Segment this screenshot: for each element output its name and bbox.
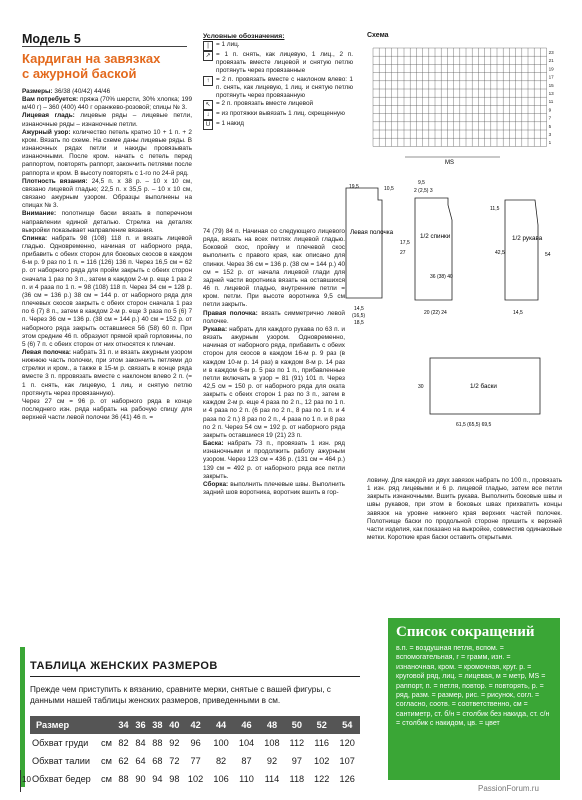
chart-row-number: 17	[548, 74, 554, 80]
divider	[30, 676, 360, 677]
title-line-1: Кардиган на завязках	[22, 51, 161, 66]
dim-sleeve-bottom: 14,5	[513, 310, 523, 316]
instructions-column-2	[203, 228, 345, 497]
dim-baska-w: 61,5 (65,5) 69,5	[456, 422, 492, 428]
chart-row-number: 9	[548, 107, 552, 113]
legend-item: ↖ = 2 п. провязать вместе лицевой	[203, 100, 353, 110]
yarn-over-symbol-icon: U	[203, 120, 213, 130]
paragraph-materials: Вам потребуется: пряжа (70% шерсти, 30% хлопка; 199 м/40 г) – 360 (400) 440 г оранжево-розовой; спицы № 3.	[22, 96, 192, 112]
dim-sleeve-54: 54	[545, 252, 551, 258]
chart-row-number: 23	[548, 50, 554, 55]
chart-row-number: 3	[548, 132, 552, 137]
table-row: Обхват груди см 82 84 88 92 96 100 104 108 112 116 120	[32, 738, 355, 748]
legend	[203, 33, 353, 130]
paragraph-assembly-cont: ловину. Для каждой из двух завязок набрать по 100 п., провязать 1 изн. ряд лицевыми и 6 р. лицевой гладью, затем все петли закрыть изнаночными. Вшить рукава. Выполнить боковые швы и швы рукавов, при этом в боковых швах прихватить концы завязок на уровне нижнего края верхних частей полочек. Полотнище баски по продольной стороне пришить к верхней части изделия, как показано на выкройке, совместив одинаковые метки. Короткие края баски оставить открытыми.	[367, 477, 562, 542]
paragraph-peplum: Баска: набрать 73 п., провязать 1 изн. ряд изнаночными и продолжить работу ажурным узором. Через 123 см = 436 р. (131 см = 464 р.) 139 см = 492 р. от наборного ряда все петли закрыть.	[203, 440, 345, 480]
dim-sleeve-42: 42,5	[495, 250, 505, 256]
dim-lf-27: 27	[400, 250, 406, 256]
dim-sleeve-11: 11,5	[490, 206, 500, 212]
legend-item: ↓ = из протяжки вывязать 1 лиц. скрещенную	[203, 110, 353, 120]
k2tog-symbol-icon: ↖	[203, 100, 213, 110]
dim-baska-h: 30	[418, 384, 424, 390]
chart-row-number: 11	[548, 99, 554, 105]
chart-grid	[373, 48, 547, 146]
sizes-table	[30, 716, 360, 788]
divider	[22, 46, 187, 47]
legend-item: ↗ = 1 п. снять, как лицевую, 1 лиц., 2 п. провязать вместе лицевой и снятую петлю протянуть через провязанные	[203, 51, 353, 75]
dim-lf-top: 10,5	[384, 186, 394, 192]
paragraph-back: Спинка: набрать 98 (108) 118 п. и вязать лицевой гладью. Одновременно, начиная от наборного ряда, прибавить с обеих сторон для боковых скосов в каждом 6-м р. 9 раз по 1 п. = 116 (126) 136 п. Через 16,5 см = 62 р. от наборного ряда для пройм закрыть с обеих сторон сначала 1 раз по 3 п., затем в каждом 2-м р. еще 1 раз 2 п. и 4 раза по 1 п. = 98 (108) 118 п. Через 34 см = 128 р. (36 см = 136 р.) 38 см = 144 р. от наборного ряда для плечевых скосов закрыть с обеих сторон сначала 1 раз по 6 (7) 8 п., затем в каждом 2-м р. еще 3 раза по 5 (6) 7 п. Через 36 см = 136 р. (38 см = 144 р.) 40 см = 152 р. от наборного ряда закрыть оставшиеся 56 (58) 60 п. При этом средние 46 п. образуют прямой край горловины, по 5 (6) 7 п. с обеих сторон от них относятся к плечам.	[22, 234, 192, 348]
table-row: Обхват бедер см 88 90 94 98 102 106 110 114 118 122 126	[32, 774, 355, 784]
page-number: 10	[22, 775, 31, 784]
abbreviations-box	[388, 618, 560, 780]
dim-lf-bottom: 14,5	[354, 306, 364, 312]
knitting-chart	[365, 40, 565, 170]
title-line-2: с ажурной баской	[22, 66, 137, 81]
sizes-intro: Прежде чем приступить к вязанию, сравните мерки, снятые с вашей фигуры, с данными нашей таблицы женских размеров, приведенными в см.	[30, 685, 331, 705]
sleeve-shape	[505, 200, 538, 300]
dim-lf-bottom3: 18,5	[354, 320, 364, 326]
back-shape	[415, 198, 452, 300]
abbreviations-text: в.п. = воздушная петля, вспом. = вспомогательная, г = грамм, изн. = изнаночная, кром. = кромочная, круг. р. = круговой ряд, лиц. = лицевая, м = метр, MS = раппорт, п. = петля, повтор. = повторять, р. = ряд, разм. = размер, рис. = рисунок, согл. = согласно, соотв. = соответственно, см = сантиметр, ст. б/н = столбик без накида, ст. с/н = столбик с накидом, цв. = цвет	[396, 644, 550, 728]
dim-back-h: 36 (38) 40	[430, 274, 453, 280]
article-title	[22, 51, 192, 81]
dim-lf-17: 17,5	[400, 240, 410, 246]
paragraph-attention: Внимание: полотнище баски вязать в поперечном направлении единой деталью. Стрелка на деталях выкройки показывает направление вязания.	[22, 210, 192, 234]
dim-back-top2: 9,5	[418, 180, 425, 186]
dim-lf-bottom2: (16,5)	[352, 313, 366, 319]
table-header: Размер 34 36 38 40 42 44 46 48 50 52 54	[30, 716, 360, 734]
watermark: PassionForum.ru	[478, 784, 539, 793]
left-front-label: Левая полочка	[350, 229, 394, 236]
left-front-shape	[346, 188, 382, 298]
chart-row-number: 15	[548, 82, 554, 88]
dim-back-bottom: 20 (22) 24	[424, 310, 447, 316]
chart-row-number: 19	[548, 66, 554, 72]
paragraph-sleeves: Рукава: набрать для каждого рукава по 63 п. и вязать ажурным узором. Одновременно, начиная от наборного ряда, прибавить с обеих сторон для скосов в каждом 16-м р. 9 раз (в каждом 10-м р. 14 раз) в каждом 8-м р. 14 раз и в каждом 6-м р. 5 раз по 1 п., прибавленные петли включать в узор = 81 (91) 101 п. Через 42,5 см = 150 р. от наборного ряда для оката закрыть с обеих сторон 1 раз по 3 п., затем в каждом 2-м р. еще 4 раза по 2 п., 12 раз по 1 п. и 4 раза по 2 п. (6 раз по 2 п., 8 раз по 1 п. и 4 раза по 2 п.) 8 раз по 2 п., 4 раза по 1 п. и 8 раз по 2 п. Через 54 см = 192 р. от наборного ряда закрыть оставшиеся 19 (21) 23 п.	[203, 325, 345, 439]
pattern-diagram	[340, 170, 570, 470]
dim-back-top: 2 (2,5) 3	[414, 188, 433, 194]
ms-label: MS	[445, 160, 454, 166]
table-row: Обхват талии см 62 64 68 72 77 82 87 92 97 102 107	[32, 756, 355, 766]
instructions-column-1	[22, 88, 192, 422]
paragraph-assembly: Сборка: выполнить плечевые швы. Выполнить задний шов воротника, воротник вшить в гор-	[203, 480, 346, 496]
chart-row-number: 13	[548, 91, 554, 96]
ssk-symbol-icon: ↑	[203, 76, 213, 86]
paragraph-right-front: Правая полочка: вязать симметрично левой полочке.	[203, 309, 345, 325]
paragraph-gauge: Плотность вязания: 24,5 п. x 38 р. – 10 x 10 см, связано лицевой гладью; 22,5 п. x 35,5 р. – 10 x 10 см, связано ажурным узором. Образцы выполнены на спицах № 3.	[22, 177, 192, 210]
baska-label: 1/2 баски	[470, 383, 497, 390]
sk2p-symbol-icon: ↗	[203, 51, 213, 61]
back-label: 1/2 спинки	[420, 233, 451, 240]
dim-left: 19,5	[349, 184, 359, 190]
legend-item: U = 1 накид	[203, 120, 353, 130]
paragraph-stockinette: Лицевая гладь: лицевые ряды – лицевые петли, изнаночные ряды – изнаночные петли.	[22, 112, 192, 128]
legend-item: | = 1 лиц.	[203, 41, 353, 51]
paragraph-left-front: Левая полочка: набрать 31 п. и вязать ажурным узором нижнюю часть полочки, при этом закончить петлями до стрелки и кром., а также в 15-м р. связать в конце ряда вместе 3 п. прровязать вместе с наклоном влево 2 п. (= 1 п. снять, как лицевую, 1 лиц. и снятую петлю протянуть через провязанную).	[22, 349, 193, 397]
paragraph-sizes: Размеры: 36/38 (40/42) 44/46	[22, 88, 111, 95]
knit-symbol-icon: |	[203, 41, 213, 51]
model-number: Модель 5	[22, 32, 81, 46]
divider	[20, 770, 21, 792]
legend-title: Условные обозначения:	[203, 33, 285, 40]
paragraph-left-front-cont: 74 (79) 84 п. Начиная со следующего лицевого ряда, вязать на всех петлях лицевой гладью. Боковой скос, пройму и плечевой скос выполнить с правого края, как описано для спинки. Через 36 см = 136 р. (38 см = 144 р.) 40 см = 152 р. от начала лицевой глади для задней части воротника вязать на оставшихся 46 п. лицевой гладью, внутренние петли = кром. петли. При высоте воротника 9,5 см петли закрыть.	[203, 228, 345, 309]
table-side-bar	[20, 647, 25, 787]
chart-row-number: 7	[548, 115, 552, 121]
paragraph-lace: Ажурный узор: количество петель кратно 10 + 1 п. + 2 кром. Вязать по схеме. На схеме даны лицевые ряды. В изнаночных рядах петли и накиды провязывать изнаночными. После кром. начать с петель перед раппортом, повторять раппорт, закончить петлями после раппорта и кром. В высоту повторять с 1-го по 24-й ряд.	[22, 128, 192, 177]
instructions-column-3	[367, 477, 562, 542]
chart-row-number: 5	[548, 123, 552, 129]
legend-item: ↑ = 2 п. провязать вместе с наклоном влево: 1 п. снять, как лицевую, 1 лиц. и снятую петлю протянуть через провязанную	[203, 76, 353, 100]
sleeve-label: 1/2 рукава	[512, 235, 543, 242]
schema-title: Схема	[367, 32, 389, 39]
paragraph-continue: Через 27 см = 96 р. от наборного ряда в конце последнего изн. ряда набрать на рабочую спицу для верхней части левой полочки 36 (41) 46 п. =	[22, 397, 192, 422]
abbreviations-title: Список сокращений	[396, 624, 535, 640]
sizes-table-title: ТАБЛИЦА ЖЕНСКИХ РАЗМЕРОВ	[30, 660, 218, 672]
chart-row-number: 21	[548, 58, 554, 64]
twisted-knit-symbol-icon: ↓	[203, 110, 213, 120]
chart-row-number: 1	[548, 140, 552, 146]
